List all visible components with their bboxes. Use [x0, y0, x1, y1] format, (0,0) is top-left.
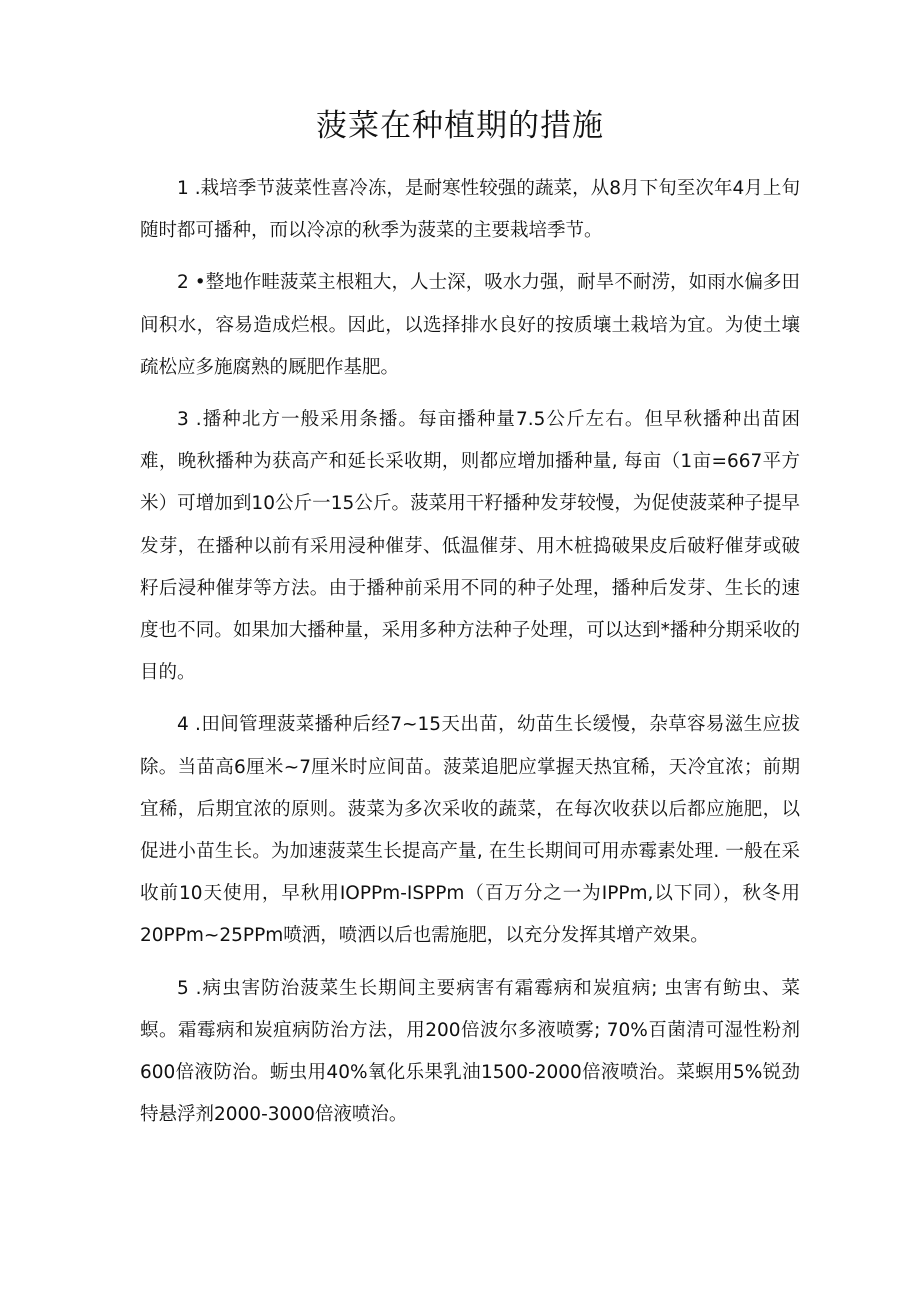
page-title: 菠菜在种植期的措施	[316, 108, 604, 144]
paragraph-field-management: 4 .田间管理菠菜播种后经7~15天出苗，幼苗生长缓慢，杂草容易滋生应拔除。当苗高6厘米~7厘米时应间苗。菠菜追肥应掌握天热宜稀，天冷宜浓；前期宜稀，后期宜浓的原则。菠菜为多次采收的蔬菜，在每次收获以后都应施肥，以促进小苗生长。为加速菠菜生长提高产量, 在生长期间可用赤霉素处理. 一般在采收前10天使用，早秋用IOPPm-ISPPm（百万分之一为IPPm,以下同），秋冬用20PPm~25PPm喷洒，喷洒以后也需施肥，以充分发挥其增产效果。	[140, 714, 800, 947]
paragraph-cultivation-season: 1 .栽培季节菠菜性喜冷冻，是耐寒性较强的蔬菜，从8月下旬至次年4月上旬随时都可播种，而以冷凉的秋季为菠菜的主要栽培季节。	[140, 178, 800, 242]
paragraph-sowing: 3 .播种北方一般采用条播。每亩播种量7.5公斤左右。但早秋播种出苗困难，晚秋播种为获高产和延长采收期，则都应增加播种量, 每亩（1亩=667平方米）可增加到10公斤一15公斤。菠菜用干籽播种发芽较慢，为促使菠菜种子提早发芽，在播种以前有采用浸种催芽、低温催芽、用木桩捣破果皮后破籽催芽或破籽后浸种催芽等方法。由于播种前采用不同的种子处理，播种后发芽、生长的速度也不同。如果加大播种量，采用多种方法种子处理，可以达到*播种分期采收的目的。	[140, 409, 800, 684]
document-body	[140, 168, 800, 1136]
paragraph-pest-control: 5 .病虫害防治菠菜生长期间主要病害有霜霉病和炭疽病; 虫害有鲂虫、菜螟。霜霉病和炭疽病防治方法，用200倍波尔多液喷雾; 70%百菌清可湿性粉剂600倍液防治。蛎虫用40%氧化乐果乳油1500-2000倍液喷治。菜螟用5%锐劲特悬浮剂2000-3000倍液喷治。	[140, 977, 800, 1126]
paragraph-soil-preparation: 2 •整地作畦菠菜主根粗大，人士深，吸水力强，耐旱不耐涝，如雨水偏多田间积水，容易造成烂根。因此，以选择排水良好的按质壤土栽培为宜。为使土壤疏松应多施腐熟的厩肥作基肥。	[140, 272, 800, 378]
